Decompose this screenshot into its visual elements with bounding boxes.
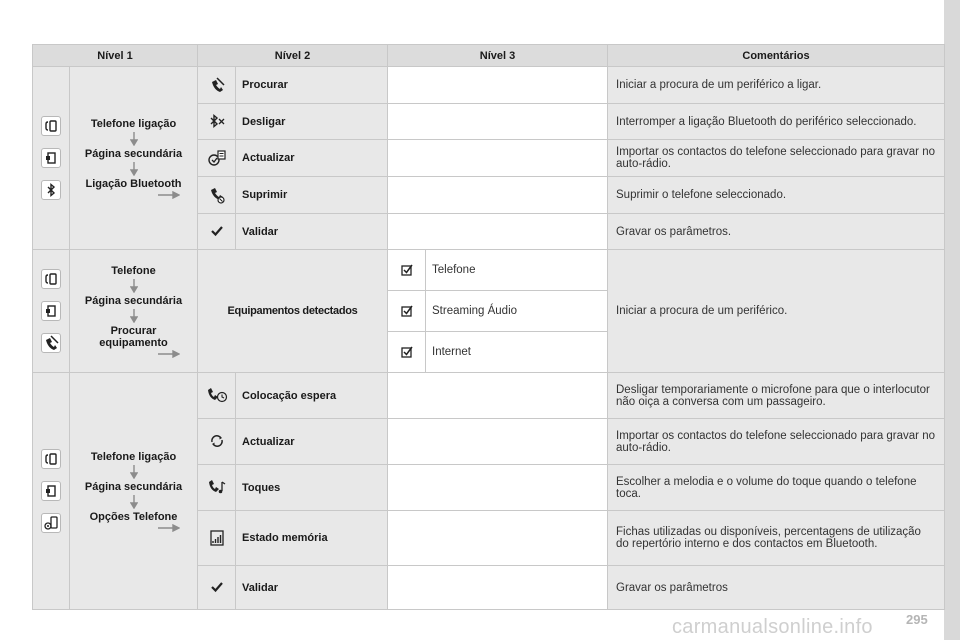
call-hold-icon	[206, 386, 228, 404]
bluetooth-disconnect-icon-cell	[198, 104, 236, 140]
level1-icons-cell	[33, 373, 70, 610]
table-row	[33, 67, 945, 104]
header-level-2: Nível 2	[198, 45, 388, 67]
call-hold-icon-cell	[198, 373, 236, 419]
menu-item-label: Suprimir	[236, 177, 388, 214]
level3-empty	[388, 140, 608, 177]
level1-step-3: Ligação Bluetooth	[85, 177, 182, 190]
menu-item-label: Colocação espera	[236, 373, 388, 419]
level1-icons-cell	[33, 250, 70, 373]
level1-flow-cell	[70, 67, 198, 250]
checkmark-icon-cell	[198, 566, 236, 610]
page-number: 295	[906, 612, 928, 627]
comment-cell: Iniciar a procura de um periférico a ligar.	[608, 67, 945, 104]
table-row	[33, 250, 945, 291]
arrow-down-icon	[130, 279, 138, 293]
arrow-down-icon	[130, 309, 138, 323]
arrow-right-icon	[158, 191, 180, 199]
arrow-down-icon	[130, 495, 138, 509]
menu-item-label: Desligar	[236, 104, 388, 140]
refresh-icon	[209, 433, 225, 449]
phone-tab-icon	[41, 269, 61, 289]
header-level-1: Nível 1	[33, 45, 198, 67]
comment-cell: Gravar os parâmetros	[608, 566, 945, 610]
level1-step-3: Procurar equipamento	[99, 324, 168, 349]
contacts-sync-icon-cell	[198, 140, 236, 177]
ringtone-icon-cell	[198, 465, 236, 511]
menu-item-label: Validar	[236, 214, 388, 250]
level3-empty	[388, 104, 608, 140]
comment-cell: Gravar os parâmetros.	[608, 214, 945, 250]
header-comments: Comentários	[608, 45, 945, 67]
menu-item-label: Estado memória	[236, 511, 388, 566]
header-row	[33, 45, 945, 67]
level3-empty	[388, 177, 608, 214]
search-icon	[41, 333, 61, 353]
comment-cell: Importar os contactos do telefone seleccionado para gravar no auto-rádio.	[608, 419, 945, 465]
bluetooth-icon	[41, 180, 61, 200]
phone-tab-icon	[41, 116, 61, 136]
contacts-sync-icon	[207, 149, 227, 167]
page-icon	[41, 481, 61, 501]
level1-step-2: Página secundária	[84, 294, 183, 307]
phone-tab-icon	[41, 449, 61, 469]
menu-item-label: Toques	[236, 465, 388, 511]
bluetooth-disconnect-icon	[208, 112, 226, 130]
search-icon-cell	[198, 67, 236, 104]
level1-step-1: Telefone	[111, 264, 156, 277]
level1-flow-cell	[70, 250, 198, 373]
arrow-right-icon	[158, 524, 180, 532]
level3-empty	[388, 465, 608, 511]
level1-step-3: Opções Telefone	[89, 510, 178, 523]
arrow-down-icon	[130, 465, 138, 479]
checkbox-icon	[400, 345, 414, 359]
comment-cell: Desligar temporariamente o microfone para que o interlocutor não oiça a conversa com um passageiro.	[608, 373, 945, 419]
table-row	[33, 373, 945, 419]
menu-item-label: Validar	[236, 566, 388, 610]
page-edge-strip	[944, 0, 960, 640]
menu-item-label: Actualizar	[236, 419, 388, 465]
level1-flow-cell	[70, 373, 198, 610]
level1-step-2: Página secundária	[84, 147, 183, 160]
level3-option: Streaming Áudio	[426, 291, 608, 332]
level1-step-2: Página secundária	[84, 480, 183, 493]
checkmark-icon-cell	[198, 214, 236, 250]
search-icon	[208, 76, 226, 94]
checkmark-icon	[209, 223, 225, 239]
phone-delete-icon	[208, 186, 226, 204]
menu-item-label: Procurar	[236, 67, 388, 104]
refresh-icon-cell	[198, 419, 236, 465]
watermark: carmanualsonline.info	[672, 616, 873, 638]
checkbox-icon-cell	[388, 291, 426, 332]
menu-item-label: Actualizar	[236, 140, 388, 177]
level3-option: Internet	[426, 332, 608, 373]
level3-empty	[388, 566, 608, 610]
page-icon	[41, 301, 61, 321]
level3-empty	[388, 511, 608, 566]
level3-empty	[388, 373, 608, 419]
level1-icons-cell	[33, 67, 70, 250]
checkbox-icon	[400, 263, 414, 277]
phone-options-icon	[41, 513, 61, 533]
ringtone-icon	[207, 478, 227, 496]
checkmark-icon	[209, 579, 225, 595]
arrow-right-icon	[158, 350, 180, 358]
comment-cell: Escolher a melodia e o volume do toque quando o telefone toca.	[608, 465, 945, 511]
checkbox-icon-cell	[388, 250, 426, 291]
arrow-down-icon	[130, 132, 138, 146]
level1-step-1: Telefone ligação	[90, 450, 177, 463]
arrow-down-icon	[130, 162, 138, 176]
page-icon	[41, 148, 61, 168]
comment-cell: Fichas utilizadas ou disponíveis, percentagens de utilização do repertório interno e dos contactos em Bluetooth.	[608, 511, 945, 566]
checkbox-icon-cell	[388, 332, 426, 373]
checkbox-icon	[400, 304, 414, 318]
header-level-3: Nível 3	[388, 45, 608, 67]
memory-status-icon	[208, 528, 226, 548]
level3-empty	[388, 419, 608, 465]
comment-cell: Suprimir o telefone seleccionado.	[608, 177, 945, 214]
memory-status-icon-cell	[198, 511, 236, 566]
menu-table	[32, 44, 945, 610]
level1-step-1: Telefone ligação	[90, 117, 177, 130]
comment-cell: Iniciar a procura de um periférico.	[608, 250, 945, 373]
level3-empty	[388, 67, 608, 104]
phone-delete-icon-cell	[198, 177, 236, 214]
level3-option: Telefone	[426, 250, 608, 291]
level2-detected-devices: Equipamentos detectados	[198, 250, 388, 373]
comment-cell: Interromper a ligação Bluetooth do periférico seleccionado.	[608, 104, 945, 140]
comment-cell: Importar os contactos do telefone seleccionado para gravar no auto-rádio.	[608, 140, 945, 177]
level3-empty	[388, 214, 608, 250]
